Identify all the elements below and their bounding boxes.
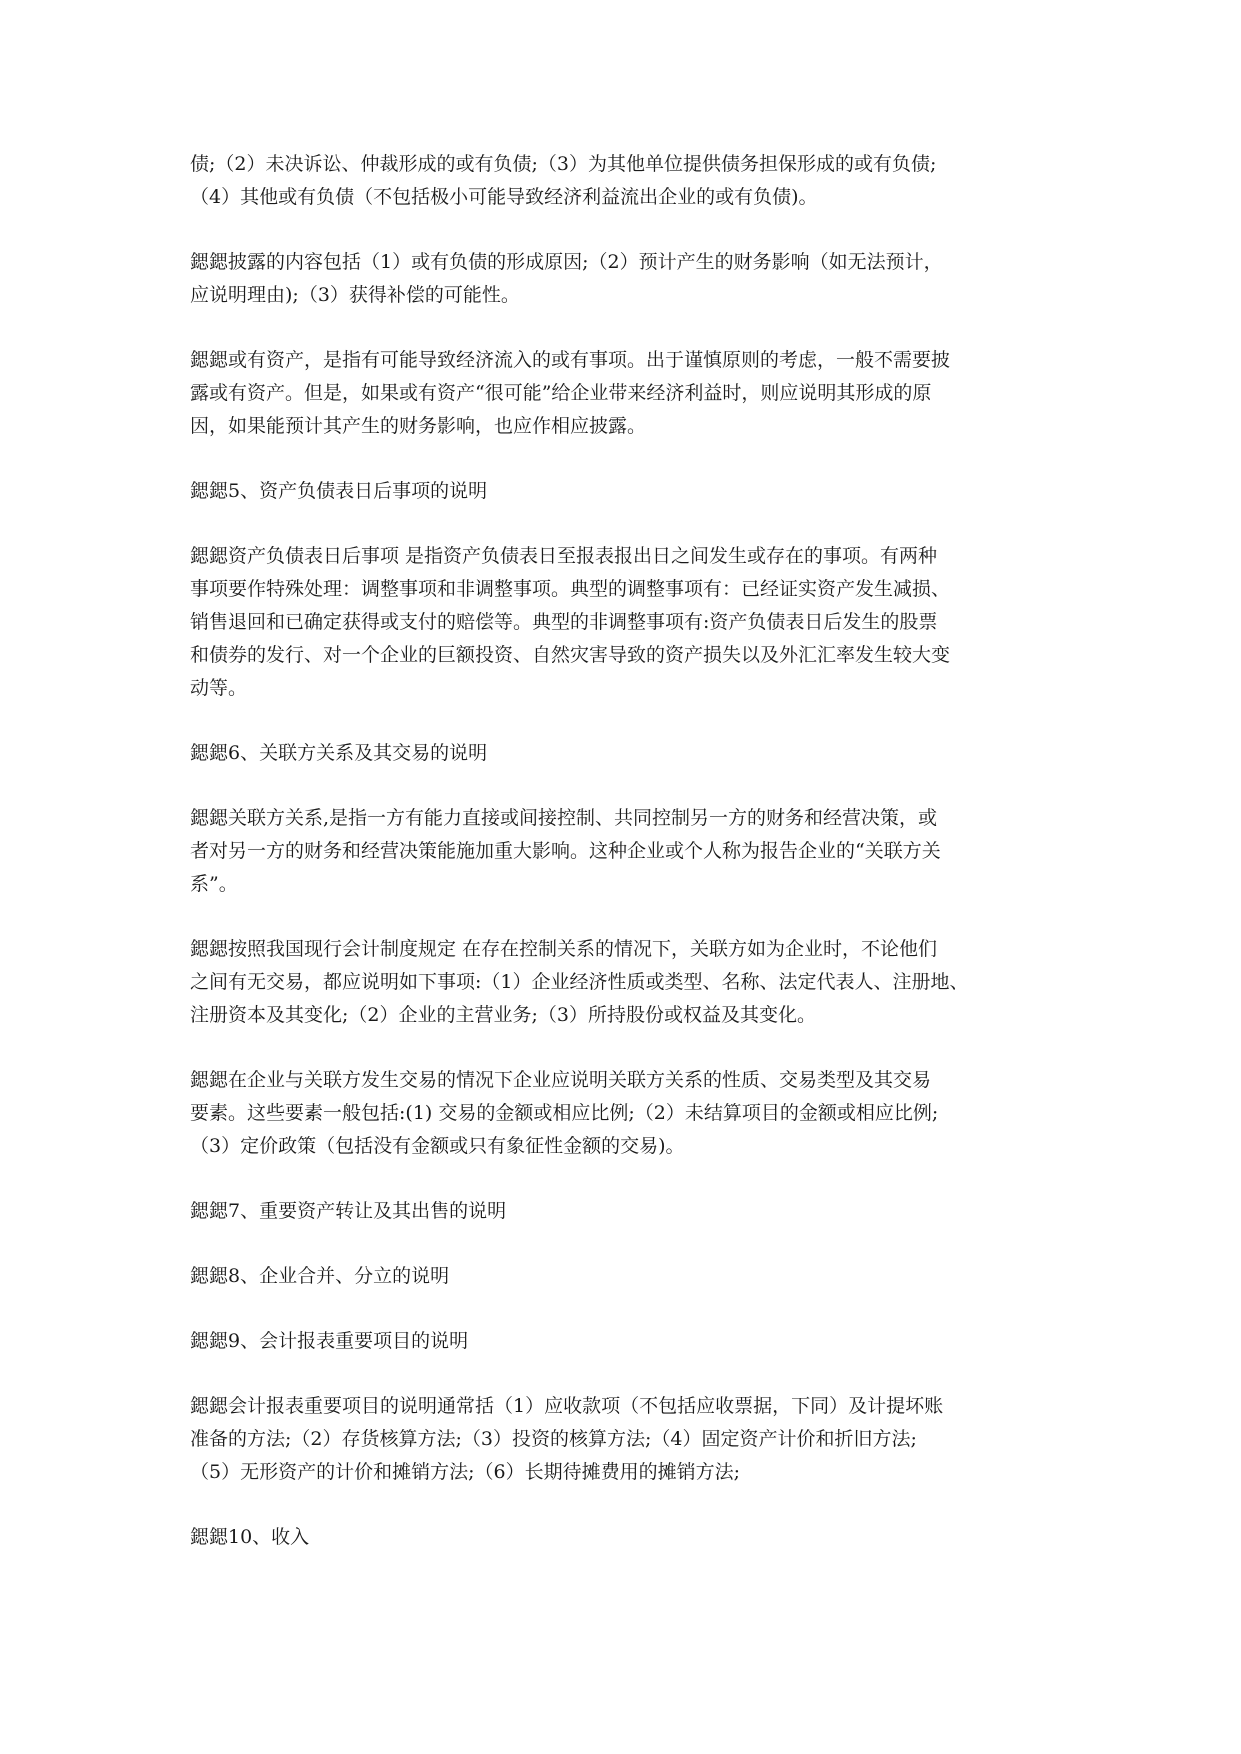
section-heading-8: 鍶鍶8、企业合并、分立的说明 — [190, 1265, 450, 1287]
section-heading-6: 鍶鍶6、关联方关系及其交易的说明 — [190, 742, 488, 764]
paragraph-related-party-definition: 鍶鍶关联方关系,是指一方有能力直接或间接控制、共同控制另一方的财务和经营决策，或 者对另一方的财务和经营决策能施加重大影响。这种企业或个人称为报告企业的“关联方关 系”。 — [190, 807, 941, 895]
paragraph-control-relationship: 鍶鍶按照我国现行会计制度规定 在存在控制关系的情况下，关联方如为企业时，不论他们 之间有无交易，都应说明如下事项:（1）企业经济性质或类型、名称、法定代表人、注册地、 注册资本及其变化;（2）企业的主营业务;（3）所持股份或权益及其变化。 — [190, 938, 969, 1026]
section-heading-10: 鍶鍶10、收入 — [190, 1526, 310, 1548]
section-heading-7: 鍶鍶7、重要资产转让及其出售的说明 — [190, 1200, 507, 1222]
paragraph-post-balance-sheet-events: 鍶鍶资产负债表日后事项 是指资产负债表日至报表报出日之间发生或存在的事项。有两种 事项要作特殊处理：调整事项和非调整事项。典型的调整事项有：已经证实资产发生减损、 销售退回和已确定获得或支付的赔偿等。典型的非调整事项有:资产负债表日后发生的股票 和债券的发行、对一个企业的巨额投资、自然灾害导致的资产损失以及外汇汇率发生较大变 动等。 — [190, 545, 951, 699]
paragraph-disclosure-content: 鍶鍶披露的内容包括（1）或有负债的形成原因;（2）预计产生的财务影响（如无法预计， 应说明理由);（3）获得补偿的可能性。 — [190, 251, 943, 306]
paragraph-important-items: 鍶鍶会计报表重要项目的说明通常括（1）应收款项（不包括应收票据，下同）及计提坏账 准备的方法;（2）存货核算方法;（3）投资的核算方法;（4）固定资产计价和折旧方法; （5）无形资产的计价和摊销方法;（6）长期待摊费用的摊销方法; — [190, 1395, 944, 1483]
paragraph-contingent-assets: 鍶鍶或有资产，是指有可能导致经济流入的或有事项。出于谨慎原则的考虑，一般不需要披 露或有资产。但是，如果或有资产“很可能”给企业带来经济利益时，则应说明其形成的原 因，如果能预计其产生的财务影响，也应作相应披露。 — [190, 349, 951, 437]
paragraph-related-party-transactions: 鍶鍶在企业与关联方发生交易的情况下企业应说明关联方关系的性质、交易类型及其交易 要素。这些要素一般包括:(1) 交易的金额或相应比例;（2）未结算项目的金额或相应比例; （3）定价政策（包括没有金额或只有象征性金额的交易)。 — [190, 1069, 939, 1157]
section-heading-5: 鍶鍶5、资产负债表日后事项的说明 — [190, 480, 488, 502]
paragraph-contingent-liabilities-continued: 债;（2）未决诉讼、仲裁形成的或有负债;（3）为其他单位提供债务担保形成的或有负债; （4）其他或有负债（不包括极小可能导致经济利益流出企业的或有负债)。 — [190, 153, 937, 208]
document-body — [190, 148, 1060, 1586]
section-heading-9: 鍶鍶9、会计报表重要项目的说明 — [190, 1330, 469, 1352]
